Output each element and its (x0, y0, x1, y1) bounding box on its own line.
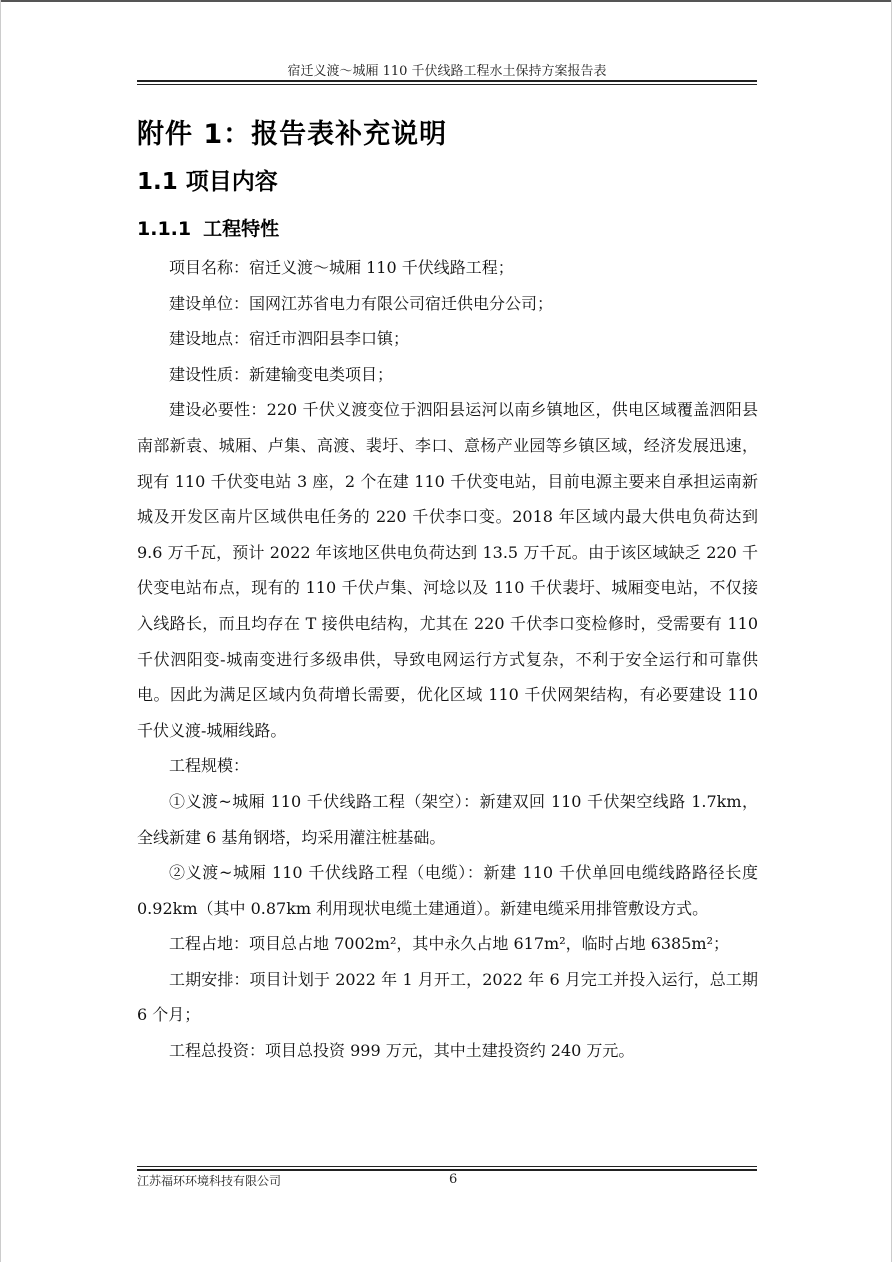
paragraph-project-name: 项目名称：宿迁义渡～城厢 110 千伏线路工程； (169, 258, 514, 277)
footer-company: 江苏福环环境科技有限公司 (137, 1174, 282, 1188)
paragraph-land-occupation: 工程占地：项目总占地 7002m²，其中永久占地 617m²，临时占地 6385m²； (169, 934, 729, 954)
paragraph-scale-overhead: ①义渡~城厢 110 千伏线路工程（架空）：新建双回 110 千伏架空线路 1.7km，全线新建 6 基角钢塔，均采用灌注桩基础。 (137, 791, 758, 847)
paragraph-construction-location: 建设地点：宿迁市泗阳县李口镇； (169, 329, 410, 349)
paragraph-necessity: 建设必要性：220 千伏义渡变位于泗阳县运河以南乡镇地区，供电区域覆盖泗阳县南部新袁、城厢、卢集、高渡、裴圩、李口、意杨产业园等乡镇区域，经济发展迅速，现有 110 千伏变电站 3 座，2 个在建 110 千伏变电站，目前电源主要来自承担运南新城及开发区南片区域供电任务的 220 千伏李口变。2018 年区域内最大供电负荷达到 9.6 万千瓦，预计 2022 年该地区供电负荷达到 13.5 万千瓦。由于该区域缺乏 220 千伏变电站布点，现有的 110 千伏卢集、河埝以及 110 千伏裴圩、城厢变电站，不仅接入线路长，而且均存在 T 接供电结构，尤其在 220 千伏李口变检修时，受需要有 110 千伏泗阳变-城南变进行多级串供，导致电网运行方式复杂，不利于安全运行和可靠供电。因此为满足区域内负荷增长需要，优化区域 110 千伏网架结构，有必要建设 110 千伏义渡-城厢线路。 (137, 400, 758, 740)
section-heading-3-title: 工程特性 (203, 218, 280, 240)
paragraph-construction-unit: 建设单位：国网江苏省电力有限公司宿迁供电分公司； (169, 293, 554, 313)
header-rule (137, 80, 757, 82)
page-top-border (0, 0, 892, 2)
section-heading-2: 1.1 项目内容 (137, 169, 278, 195)
paragraph-investment: 工程总投资：项目总投资 999 万元，其中土建投资约 240 万元。 (169, 1041, 635, 1061)
page-number: 6 (449, 1172, 458, 1187)
paragraph-scale-label: 工程规模： (169, 756, 250, 776)
paragraph-scale-cable: ②义渡~城厢 110 千伏线路工程（电缆）：新建 110 千伏单回电缆线路路径长度 0.92km（其中 0.87km 利用现状电缆土建通道）。新建电缆采用排管敷设方式。 (137, 863, 758, 918)
running-header: 宿迁义渡～城厢 110 千伏线路工程水土保持方案报告表 (287, 64, 607, 79)
footer-rule-secondary (137, 1169, 757, 1171)
section-heading-1: 附件 1：报告表补充说明 (137, 119, 448, 150)
section-heading-3 (137, 214, 279, 241)
page-left-border (0, 0, 1, 1262)
body-text (137, 250, 758, 1069)
header-rule-secondary (137, 84, 757, 85)
paragraph-construction-nature: 建设性质：新建输变电类项目； (169, 364, 394, 384)
paragraph-schedule: 工期安排：项目计划于 2022 年 1 月开工，2022 年 6 月完工并投入运行，总工期 6 个月； (137, 969, 758, 1025)
section-heading-3-number: 1.1.1 (137, 218, 192, 240)
footer-rule (137, 1166, 757, 1167)
